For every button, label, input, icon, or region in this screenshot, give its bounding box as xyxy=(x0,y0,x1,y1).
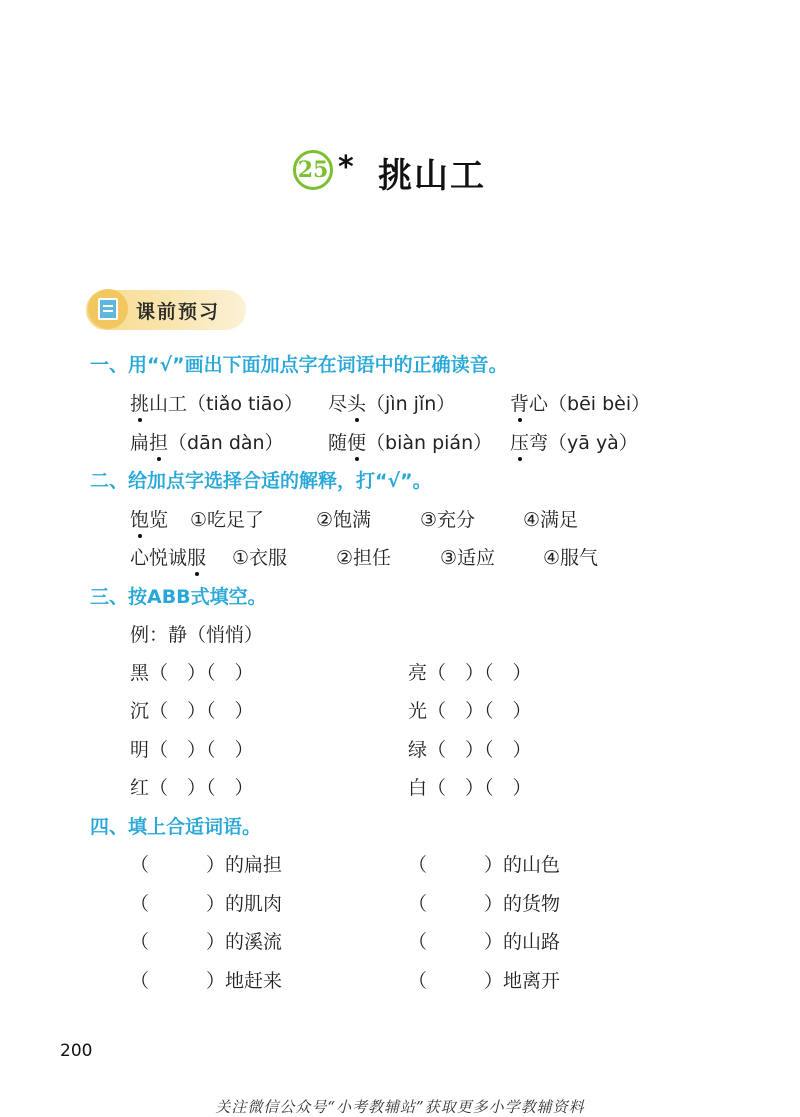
book-icon xyxy=(88,289,128,329)
emphasis-dot-char: 担 xyxy=(149,428,168,455)
q2-option: ①吃足了 xyxy=(190,509,265,531)
question-2-heading: 二、给加点字选择合适的解释，打“√”。 xyxy=(90,470,432,492)
question-3-heading: 三、按ABB式填空。 xyxy=(90,586,267,608)
q2-option: ④服气 xyxy=(543,547,599,569)
question-4-heading: 四、填上合适词语。 xyxy=(90,816,262,838)
q1-item-2: 尽头（jìn jǐn） xyxy=(328,389,455,416)
emphasis-dot-char: 背 xyxy=(510,389,529,416)
emphasis-dot-char: 压 xyxy=(510,428,529,455)
q1-item-3: 背心（bēi bèi） xyxy=(510,389,650,416)
q1-item-5: 随便（biàn pián） xyxy=(328,428,492,455)
q4-blank-item: （ ）的扁担 xyxy=(130,854,283,876)
q4-blank-item: （ ）的溪流 xyxy=(130,931,283,953)
lesson-title: 挑山工 xyxy=(378,156,486,196)
q3-blank-item: 亮（ ）（ ） xyxy=(408,662,532,684)
q2-option: ④满足 xyxy=(523,509,579,531)
lesson-number-badge xyxy=(293,150,333,190)
emphasis-dot-char: 服 xyxy=(187,543,206,570)
q4-blank-item: （ ）地离开 xyxy=(408,970,561,992)
emphasis-dot-char: 头 xyxy=(347,389,366,416)
q3-blank-item: 红（ ）（ ） xyxy=(130,777,254,799)
lesson-number: 25 xyxy=(297,157,329,183)
q2-option: ③适应 xyxy=(440,547,496,569)
q3-blank-item: 黑（ ）（ ） xyxy=(130,662,254,684)
q2-option: ②担任 xyxy=(336,547,392,569)
q4-blank-item: （ ）的山路 xyxy=(408,931,561,953)
q3-blank-item: 沉（ ）（ ） xyxy=(130,700,254,722)
q2-word-1: 饱览 xyxy=(130,505,168,532)
q4-blank-item: （ ）地赶来 xyxy=(130,970,283,992)
question-1-heading: 一、用“√”画出下面加点字在词语中的正确读音。 xyxy=(90,354,508,376)
q4-blank-item: （ ）的货物 xyxy=(408,893,561,915)
q3-blank-item: 光（ ）（ ） xyxy=(408,700,532,722)
q1-item-1: 挑山工（tiǎo tiāo） xyxy=(130,389,303,416)
q3-blank-item: 白（ ）（ ） xyxy=(408,777,532,799)
q1-item-4: 扁担（dān dàn） xyxy=(130,428,284,455)
optional-lesson-star: * xyxy=(338,150,354,185)
emphasis-dot-char: 饱 xyxy=(130,505,149,532)
q3-blank-item: 绿（ ）（ ） xyxy=(408,739,532,761)
emphasis-dot-char: 便 xyxy=(347,428,366,455)
q3-example: 例：静（悄悄） xyxy=(130,624,264,646)
q2-option: ①衣服 xyxy=(232,547,288,569)
q4-blank-item: （ ）的肌肉 xyxy=(130,893,283,915)
footer-note: 关注微信公众号“小考教辅站”获取更多小学教辅资料 xyxy=(215,1098,585,1116)
q1-item-6: 压弯（yā yà） xyxy=(510,428,638,455)
page-number: 200 xyxy=(60,1041,93,1061)
q2-option: ③充分 xyxy=(420,509,476,531)
q2-word-2: 心悦诚服 xyxy=(130,543,206,570)
q4-blank-item: （ ）的山色 xyxy=(408,854,561,876)
emphasis-dot-char: 挑 xyxy=(130,389,149,416)
q3-blank-item: 明（ ）（ ） xyxy=(130,739,254,761)
section-label: 课前预习 xyxy=(136,301,221,323)
q2-option: ②饱满 xyxy=(316,509,372,531)
